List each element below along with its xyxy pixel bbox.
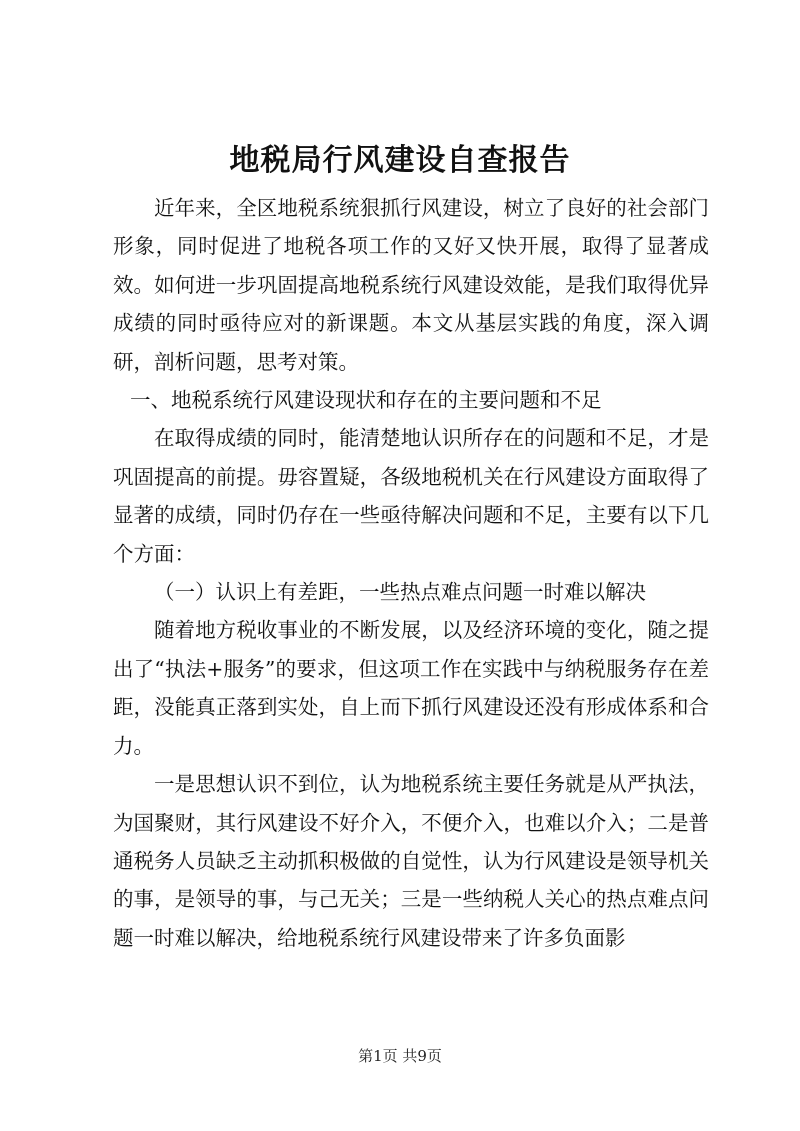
- paragraph-subsection-1: 随着地方税收事业的不断发展，以及经济环境的变化，随之提出了“执法+服务”的要求，但这项工作在实践中与纳税服务存在差距，没能真正落到实处，自上而下抓行风建设还没有形成体系和合力。: [113, 618, 709, 758]
- document-title: 地税局行风建设自查报告: [229, 143, 571, 178]
- section-heading-1: 一、地税系统行风建设现状和存在的主要问题和不足: [130, 388, 602, 413]
- paragraph-subsection-1-details: 一是思想认识不到位，认为地税系统主要任务就是从严执法，为国聚财，其行风建设不好介入，不便介入，也难以介入；二是普通税务人员缺乏主动抓积极做的自觉性，认为行风建设是领导机关的事，是领导的事，与己无关；三是一些纳税人关心的热点难点问题一时难以解决，给地税系统行风建设带来了许多负面影: [113, 772, 709, 950]
- paragraph-intro: 近年来，全区地税系统狠抓行风建设，树立了良好的社会部门形象，同时促进了地税各项工作的又好又快开展，取得了显著成效。如何进一步巩固提高地税系统行风建设效能，是我们取得优异成绩的同时亟待应对的新课题。本文从基层实践的角度，深入调研，剖析问题，思考对策。: [113, 196, 709, 374]
- page-number-footer: 第1页 共9页: [358, 1047, 442, 1065]
- document-body: [113, 189, 709, 957]
- paragraph-section-1-intro: 在取得成绩的同时，能清楚地认识所存在的问题和不足，才是巩固提高的前提。毋容置疑，各级地税机关在行风建设方面取得了显著的成绩，同时仍存在一些亟待解决问题和不足，主要有以下几个方面：: [113, 426, 709, 566]
- subsection-heading-1: （一）认识上有差距，一些热点难点问题一时难以解决: [154, 580, 646, 605]
